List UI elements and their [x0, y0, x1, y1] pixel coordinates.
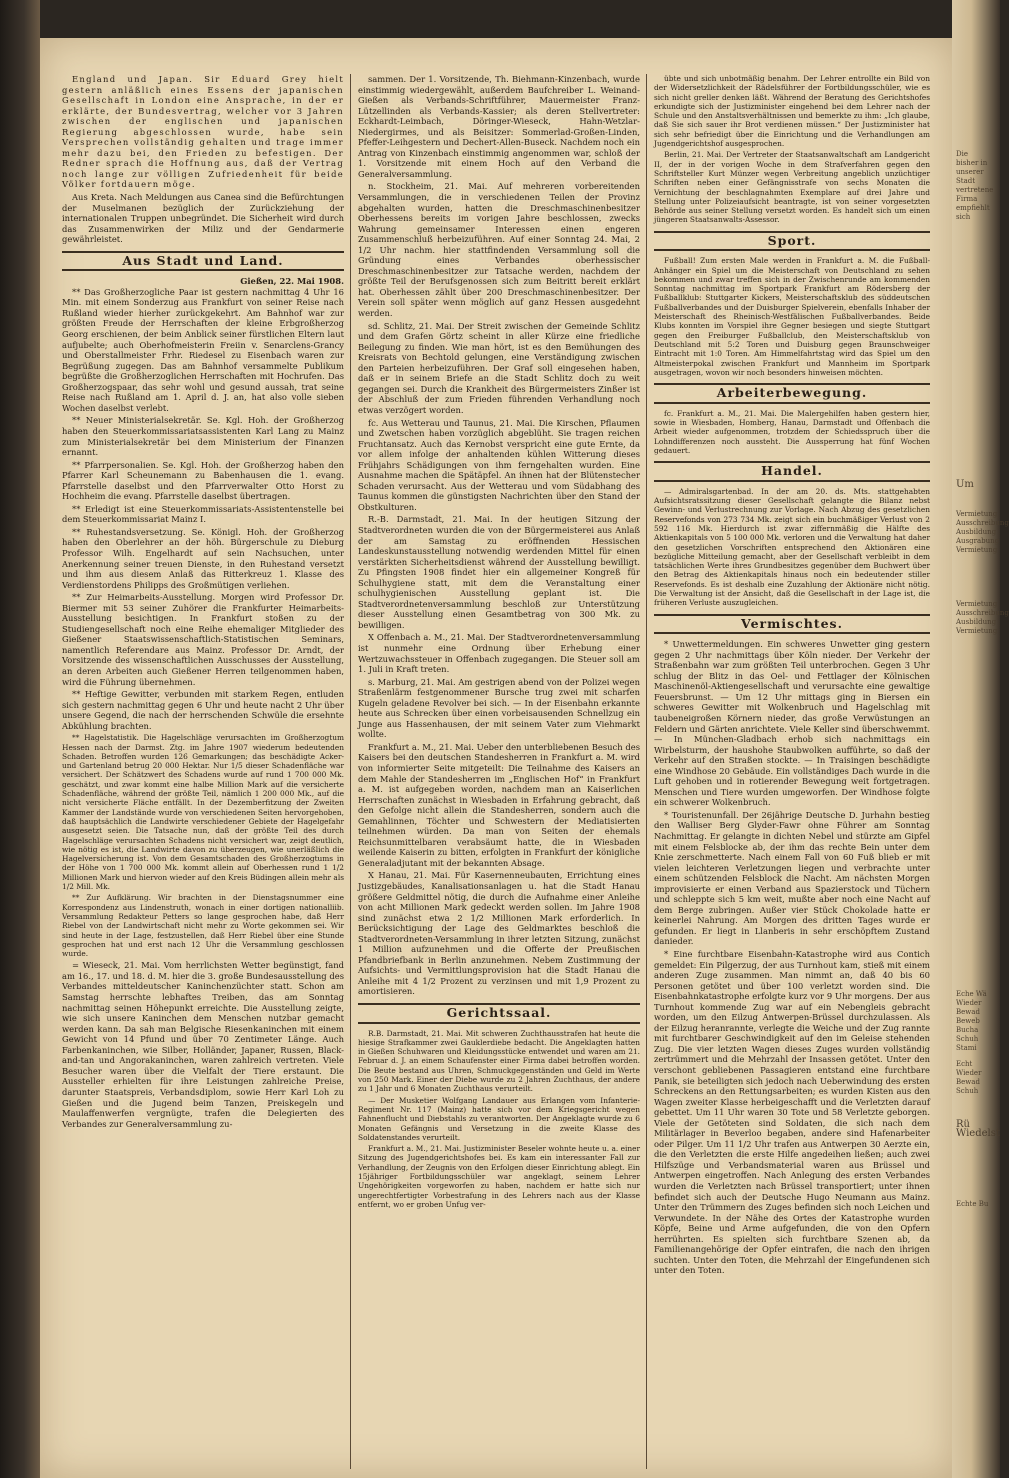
article-court-berlin: Berlin, 21. Mai. Der Vertreter der Staatsanwaltschaft am Landgericht II, der in der vorigen Woche in dem Strafverfahren gegen den Schriftsteller Kurt Münzer wegen Verbreitung angeblich unzüchtiger Schriften neben einer Gefängnisstrafe von sechs Monaten die Vernichtung der beschlagnahmten Exemplare auf drei Jahre und Stellung unter Polizeiaufsicht beantragte, ist von seiner vorgesetzten Behörde aus seiner Stellung versetzt worden. Es handelt sich um einen jüngeren Staatsanwalts-Assessor.	[654, 150, 930, 225]
article-court-continued: übte und sich unbotmäßig benahm. Der Lehrer entrollte ein Bild von der Widersetzlichkeit der Rädelsführer der Fortbildungsschüler, wie es sich nicht greller denken läßt. Während der Beratung des Gerichtshofes erkundigte sich der Justizminister eingehend bei dem Lehrer nach der Schule und den Anstaltsverhältnissen und bemerkte zu ihm: „Ich glaube, daß Sie sich sauer ihr Brot verdienen müssen.“ Der Justizminister hat sich sehr befriedigt über die Einrichtung und die Verhandlungen am Jugendgerichtshof ausgesprochen.	[654, 74, 930, 149]
edge-text-f: Echt Wieder Bewad Schuh	[956, 1060, 982, 1095]
article-tourist-accident: * Touristenunfall. Der 26jährige Deutsche D. Jurhahn bestieg den Walliser Berg Glyder-Fawr ohne Führer am Sonntag Nachmittag. Er gelangte in dichten Nebel und stürzte am Gipfel mit einem Felsblocke ab, der ihm das rechte Bein unter dem Knie zerschmetterte. Nach einem Fall von 60 Fuß blieb er mit vielen leichteren Verletzungen liegen und verbrachte unter einem schützenden Felsblock die Nacht. Am nächsten Morgen improvisierte er einen Verband aus Spazierstock und Tüchern und schleppte sich 5 km weit, mußte aber noch eine Nacht auf dem Berge zubringen. Außer vier Stück Chokolade hatte er keinerlei Nahrung. Am Morgen des dritten Tages wurde er gefunden. Er liegt in Llanberis in sehr erschöpftem Zustand danieder.	[654, 809, 930, 947]
article-offenbach: X Offenbach a. M., 21. Mai. Der Stadtverordnetenversammlung ist nunmehr eine Ordnung über Erhebung einer Wertzuwachssteuer in Offenbach zugegangen. Die Steuer soll am 1. Juli in Kraft treten.	[358, 632, 640, 675]
article-pastor-personalia: ** Pfarrpersonalien. Se. Kgl. Hoh. der Großherzog haben den Pfarrer Karl Scheunemann zu Babenhausen die 1. evang. Pfarrstelle daselbst und den Pfarrverwalter Otto Horst zu Hochheim die evang. Pfarrstelle daselbst übertragen.	[62, 459, 344, 502]
next-page-edge	[952, 0, 1009, 1478]
book-binding	[0, 0, 40, 1478]
edge-text-b: Um	[956, 479, 974, 490]
edge-text-a: Die bisher in unserer Stadt vertretene Firma empfiehlt sich	[956, 150, 994, 221]
article-wetterau: fc. Aus Wetterau und Taunus, 21. Mai. Die Kirschen, Pflaumen und Zwetschen haben vorzüglich abgeblüht. Sie tragen reichen Fruchtansatz. Auch das Kernobst verspricht eine gute Ernte, da vor allem infolge der anhaltenden kühlen Witterung dieses Frühjahrs Schädigungen von ihm ferngehalten wurden. Eine Ausnahme machen die Spätäpfel. An ihnen hat der Blütenstecher Schaden verursacht. Aus der Wetterau und vom Südabhang des Taunus kommen die günstigsten Nachrichten über den Stand der Obstkulturen.	[358, 417, 640, 512]
section-heading-local: Aus Stadt und Land.	[62, 251, 344, 272]
article-grand-ducal-couple: ** Das Großherzogliche Paar ist gestern nachmittag 4 Uhr 16 Min. mit einem Sonderzug aus Frankfurt von seiner Reise nach Rußland wieder hierher zurückgekehrt. Am Bahnhof war zur größten Freude der Herrschaften der kleine Erbgroßherzog Georg erschienen, der beim Anblick seiner fürstlichen Eltern laut aufjubelte; auch Oberhofmeisterin Freiin v. Senarclens-Grancy und Oberstallmeister Frhr. Riedesel zu Eisenbach waren zur Begrüßung zugegen. Das am Bahnhof versammelte Publikum begrüßte die Großherzoglichen Herrschaften mit Hochrufen. Das Großherzogspaar, das sehr wohl und gesund aussah, trat seine Reise nach Rußland am 1. April d. J. an, hat also volle sieben Wochen daselbst verlebt.	[62, 286, 344, 413]
column-rule-1	[350, 74, 351, 1469]
article-association-meeting: sammen. Der 1. Vorsitzende, Th. Biehmann-Kinzenbach, wurde einstimmig wiedergewählt, außerdem Baufchreiber L. Weinand-Gießen als Verbands-Schriftführer, Mauermeister Franz-Lützellinden als Verbands-Kassier; als deren Stellvertreter: Eckhardt-Leimbach, Döringer-Wieseck, Hahn-Wetzlar-Niedergirmes, und als Beisitzer: Sommerlad-Großen-Linden, Pfeffer-Leihgestern und Dechert-Allen-Buseck. Nachdem noch ein Antrag von Kinzenbach einstimmig angenommen war, schloß der 1. Vorsitzende mit einem Hoch auf den Verband die Generalversammlung.	[358, 74, 640, 179]
article-darmstadt: R.-B. Darmstadt, 21. Mai. In der heutigen Sitzung der Stadtverordneten wurden die von der Bürgermeisterei aus Anlaß der am Samstag zu eröffnenden Hessischen Landeskunstausstellung notwendig werdenden Mittel für einen verstärkten Sicherheitsdienst während der Ausstellung bewilligt. Zu Pfingsten 1908 findet hier ein allgemeiner Kongreß für Schulhygiene statt, mit dem die Veranstaltung einer schulhygienischen Ausstellung geplant ist. Die Stadtverordnetenversammlung beschloß zur Unterstützung dieser Ausstellung einen Gesamtbetrag von 300 Mk. zu bewilligen.	[358, 514, 640, 630]
column-1	[62, 74, 344, 1469]
article-admiralsgartenbad: — Admiralsgartenbad. In der am 20. ds. Mts. stattgehabten Aufsichtsratssitzung dieser Gesellschaft gelangte die Bilanz nebst Gewinn- und Verlustrechnung zur Vorlage. Nach Abzug des gesetzlichen Reservefonds von 273 734 Mk. zeigt sich ein buchmäßiger Verlust von 2 592 116 Mk. Hierdurch ist zwar ziffernmäßig die Hälfte des Aktienkapitals von 5 100 000 Mk. verloren und die Verwaltung hat daher den gesetzlichen Vorschriften entsprechend den Aktionären eine bezügliche Mitteilung gemacht, aber der Gesellschaft verbleibt in dem tatsächlichen Werte ihres Grundbesitzes gegenüber dem Buchwert über den Betrag des Aktienkapitals hinaus noch ein bedeutender stiller Reservefonds. Es ist deshalb eine Zuzahlung der Aktionäre nicht nötig. Die Verwaltung ist der Ansicht, daß die Gesellschaft in der Lage ist, die früheren Verluste auszugleichen.	[654, 486, 930, 608]
edge-text-g: Rü Wiedelst	[956, 1119, 1000, 1139]
article-storms: * Unwettermeldungen. Ein schweres Unwetter ging gestern gegen 2 Uhr nachmittags über Köln nieder. Der Verkehr der Straßenbahn war zum größten Teil unterbrochen. Gegen 3 Uhr schlug der Blitz in das Oel- und Fettlager der Kölnischen Maschinenöl-Aktiengesellschaft und verursachte eine gewaltige Feuersbrunst. — Um 12 Uhr mittags ging in Biersen ein schweres Gewitter mit Wolkenbruch und Hagelschlag mit taubeneigroßen Körnern nieder, das große Verwüstungen an Feldern und Gärten anrichtete. Viele Keller sind überschwemmt. — In München-Gladbach erhob sich nachmittags ein Wirbelsturm, der haushohe Staubwolken aufführte, so daß der Verkehr auf den Straßen stockte. — In Traisingen beschädigte eine Windhose 20 Gebäude. Ein vollständiges Dach wurde in die Luft gehoben und in rotierender Bewegung weit fortgetragen. Menschen und Tiere wurden umgeworfen. Der Windhose folgte ein schwerer Wolkenbruch.	[654, 639, 930, 808]
article-schlitz: sd. Schlitz, 21. Mai. Der Streit zwischen der Gemeinde Schlitz und dem Grafen Görtz scheint in aller Kürze eine friedliche Beilegung zu finden. Wie man hört, ist es den Bemühungen des Kreisrats von Bechtold gelungen, eine Verständigung zwischen den Parteien herbeizuführen. Der Graf soll eingesehen haben, daß er in seinem Briefe an die Stadt Schlitz doch zu weit gegangen sei. Durch die Krankheit des Bürgermeisters Zinßer ist der Abschluß der zum Frieden führenden Verhandlung noch etwas verzögert worden.	[358, 320, 640, 415]
article-wieseck-rabbits: = Wieseck, 21. Mai. Vom herrlichsten Wetter begünstigt, fand am 16., 17. und 18. d. M. hier die 3. große Bundesausstellung des Verbandes mitteldeutscher Kaninchenzüchter statt. Schon am Samstag herrschte lebhaftes Treiben, das am Sonntag nachmittag seinen Höhepunkt erreichte. Die Ausstellung zeigte, wie sich unsere Kaninchen dem Menschen nutzbar gemacht werden kann. Da sah man Belgische Riesenkaninchen mit einem Gewicht von 14 Pfund und über 70 Zentimeter Länge. Auch Farbenkaninchen, wie Silber, Holländer, Japaner, Russen, Black-and-tan und Angorakaninchen, waren zahlreich vertreten. Viele Besucher waren über die Vielfalt der Tiere erstaunt. Die Aussteller erhielten für ihre Leistungen zahlreiche Preise, darunter Staatspreis, Verbandsdiplom, sowie Herr Karl Loh zu Gießen und die Jugend beim Tanzen, Preiskegeln und Maulaffenwerfen vergnügte, trafen die Delegierten des Verbandes zur Generalversammlung zu-	[62, 960, 344, 1129]
newspaper-page	[40, 38, 952, 1478]
article-thunderstorms: ** Heftige Gewitter, verbunden mit starkem Regen, entluden sich gestern nachmittag gegen 6 Uhr und heute nacht 2 Uhr über unsere Gegend, die nach der herrschenden Schwüle die ersehnte Abkühlung brachten.	[62, 689, 344, 731]
edge-text-h: Echte Bu	[956, 1200, 989, 1208]
article-court-darmstadt: R.B. Darmstadt, 21. Mai. Mit schweren Zuchthausstrafen hat heute die hiesige Strafkammer zwei Gauklerdiebe bedacht. Die Angeklagten hatten in Gießen Schuhwaren und Kleidungsstücke entwendet und waren am 21. Februar d. J. an einem Schaufenster einer Firma dabei betroffen worden. Die Beute bestand aus Uhren, Schmuckgegenständen und Geld im Werte von 250 Mark. Einer der Diebe wurde zu 2 Jahren Zuchthaus, der andere zu 1 Jahr und 6 Monaten Zuchthaus verurteilt.	[358, 1028, 640, 1094]
column-rule-2	[646, 74, 647, 1469]
article-painters: fc. Frankfurt a. M., 21. Mai. Die Malergehilfen haben gestern hier, sowie in Wiesbaden, Homberg, Hanau, Darmstadt und Offenbach die Arbeit wieder aufgenommen, trotzdem der Schiedsspruch über die Lohndifferenzen noch aussteht. Die Aussperrung hat fünf Wochen gedauert.	[654, 408, 930, 455]
article-ministerial-secretary: ** Neuer Ministerialsekretär. Se. Kgl. Hoh. der Großherzog haben den Steuerkommissariatsassistenten Karl Lang zu Mainz zum Ministerialsekretär bei dem Ministerium der Finanzen ernannt.	[62, 415, 344, 458]
column-2	[358, 74, 640, 1469]
article-football: Fußball! Zum ersten Male werden in Frankfurt a. M. die Fußball-Anhänger ein Spiel um die Meisterschaft von Deutschland zu sehen bekommen und zwar treffen sich in der Zwischenrunde am kommenden Sonntag nachmittag im Sportpark Frankfurt am Rödersberg der Fußballklub: Stuttgarter Kickers, Meisterschaftsklub des süddeutschen Fußballverbandes und der Duisburger Spielverein, ebenfalls Inhaber der Meisterschaft des Rheinisch-Westfälischen Fußballverbandes. Beide Klubs konnten im Vorspiel ihre Gegner besiegen und siegte Stuttgart gegen den Freiburger Fußballclub, den Meisterschaftsklub von Deutschland mit 5:2 Toren und Duisburg gegen Braunschweiger Eintracht mit 1:0 Toren. Am Himmelfahrtstag wird das Spiel um den Altmeisterpokal zwischen Frankfurt und Mannheim im Sportpark ausgetragen, wovon wir noch besonders hinweisen möchten.	[654, 256, 930, 377]
article-clarification: ** Zur Aufklärung. Wir brachten in der Dienstagsnummer eine Korrespondenz aus Lindenstruth, wonach in einer dortigen nationalliib. Versammlung Redakteur Petters so lange gesprochen habe, daß Herr Riebel von der Landwirtschaft nicht mehr zu Worte gekommen sei. Wir sind heute in der Lage, festzustellen, daß Herr Riebel über eine Stunde gesprochen hat und erst nach 12 Uhr die Versammlung geschlossen wurde.	[62, 893, 344, 959]
article-hail-statistics: ** Hagelstatistik. Die Hagelschläge verursachten im Großherzogtum Hessen nach der Darmst. Ztg. im Jahre 1907 wiederum bedeutenden Schaden. Betroffen wurden 126 Gemarkungen; das beschädigte Acker- und Gartenland betrug 20 000 Hektar. Nur 1/5 dieser Schadenfläche war versichert. Der Schätzwert des Schadens wurde auf rund 1 700 000 Mk. geschätzt, und zwar kommt eine halbe Million Mark auf die versicherte Schadenfläche, während der größte Teil, nämlich 1 200 000 Mk., auf die nicht versicherte Fläche entfällt. In der Dezemberfitzung der Zweiten Kammer der Landstände wurde von verschiedenen Seiten hervorgehoben, daß hauptsächlich die Landwirte verschiedener Gebiete der Hagelgefahr ausgesetzt seien. Die Tatsache nun, daß der größte Teil des durch Hagelschläge verursachten Schadens nicht versichert war, zeigt deutlich, wie nötig es ist, die Landwirte davon zu überzeugen, wie unerläßlich die Hagelversicherung ist. Von dem Gesamtschaden des Großherzogtums in der Höhe von 1 700 000 Mk. kommt allein auf Oberhessen rund 1 1/2 Millionen Mark und hiervon wieder auf den Kreis Büdingen allein mehr als 1/2 Mill. Mk.	[62, 733, 344, 892]
article-marburg: s. Marburg, 21. Mai. Am gestrigen abend von der Polizei wegen Straßenlärm festgenommener Bursche trug zwei mit scharfen Kugeln geladene Revolver bei sich. — In der Eisenbahn erkannte heute aus Schrecken über einen vorbeisausenden Schnellzug ein Junge aus Hassenhausen, der mit seinem Vater zum Viehmarkt wollte.	[358, 676, 640, 740]
article-stockheim: n. Stockheim, 21. Mai. Auf mehreren vorbereitenden Versammlungen, die in verschiedenen Teilen der Provinz abgehalten wurden, hatten die Dreschmaschinenbesitzer Oberhessens bereits im vorigen Jahre beschlossen, zwecks Wahrung gemeinsamer Interessen einen engeren Zusammenschluß herbeizuführen. Auf einer Sonntag 24. Mai, 2 1/2 Uhr nachm. hier stattfindenden Versammlung soll die Gründung eines Verbandes oberhessischer Dreschmaschinenbesitzer zur Tatsache werden, nachdem der größte Teil der Berufsgenossen sich zum Beitritt bereit erklärt hat. Oberhessen zählt über 200 Dreschmaschinenbesitzer. Der Verein soll später wenn möglich auf ganz Hessen ausgedehnt werden.	[358, 181, 640, 319]
section-heading-labor: Arbeiterbewegung.	[654, 383, 930, 404]
article-court-frankfurt: Frankfurt a. M., 21. Mai. Justizminister Beseler wohnte heute u. a. einer Sitzung des Jugendgerichtshofes bei. Es kam ein interessanter Fall zur Verhandlung, der Zeugnis von den Erfolgen dieser Einrichtung ablegt. Ein 15jähriger Fortbildungsschüler war angeklagt, seinem Lehrer Ungehörigkeiten vorgeworfen zu haben, nachdem er hatte sich nur ungerechtfertigter Vorbestrafung in des Lehrers nach aus der Klasse entfernt, wo er groben Unfug ver-	[358, 1144, 640, 1209]
article-vacancy: ** Erledigt ist eine Steuerkommissariats-Assistentenstelle bei dem Steuerkommissariat Mainz I.	[62, 503, 344, 525]
edge-text-c: Vermietung Ausschreibung Ausbildung Ausgrabung Vermietung	[956, 510, 1009, 554]
column-3	[654, 74, 930, 1469]
article-frankfurt-kaiser: Frankfurt a. M., 21. Mai. Ueber den unterbliebenen Besuch des Kaisers bei den deutschen Standesherren in Frankfurt a. M. wird von informierter Seite mitgeteilt: Die Teilnahme des Kaisers an dem Mahle der Standesherren im „Englischen Hof“ in Frankfurt a. M. ist aufgegeben worden, nachdem man an Kaiserlichen Herrschaften zunächst in Wiesbaden in Erfahrung gebracht, daß den Gefolge nicht allein die Standesherren, sondern auch die Gemahlinnen, Töchter und Schwestern der Mediatisierten teilnehmen würden. Da man von Seiten der ehemals Reichsunmittelbaren verabsäumt hatte, die in Wiesbaden weilende Kaiserin zu bitten, erfolgten in Frankfurt der königliche Generaladjutant mit der bekannten Absage.	[358, 741, 640, 868]
section-heading-trade: Handel.	[654, 461, 930, 482]
edge-text-d: Vermietung Ausschreibung Ausbildung Vermietung	[956, 600, 1009, 635]
article-england-japan: England und Japan. Sir Eduard Grey hielt gestern anläßlich eines Essens der japanischen Gesellschaft in London eine Ansprache, in der er erklärte, der Bundesvertrag, welcher vor 3 Jahren zwischen der englischen und japanischen Regierung abgeschlossen wurde, habe sein Versprechen vollständig gehalten und trage immer mehr dazu bei, den Frieden zu befestigen. Der Redner sprach die Hoffnung aus, daß der Vertrag noch lange zur völligen Zufriedenheit für beide Völker fortdauern möge.	[62, 74, 344, 190]
article-hanau: X Hanau, 21. Mai. Für Kasernenneubauten, Errichtung eines Justizgebäudes, Kanalisationsanlagen u. hat die Stadt Hanau größere Geldmittel nötig, die durch die Aufnahme einer Anleihe von acht Millionen Mark gedeckt werden sollen. Im Jahre 1908 sind zunächst etwa 2 1/2 Millionen Mark erforderlich. In Berücksichtigung der Lage des Geldmarktes beschloß die Stadtverordneten-Versammlung in ihrer letzten Sitzung, zunächst 1 Million aufzunehmen und die Offerte der Preußischen Pfandbriefbank in Berlin anzunehmen. Nebem Zustimmung der Aufsichts- und Vermittlungsprovision hat die Stadt Hanau die Anleihe mit 4 1/2 Prozent zu verzinsen und mit 1,9 Prozent zu amortisieren.	[358, 870, 640, 997]
article-retirement: ** Ruhestandsversetzung. Se. Königl. Hoh. der Großherzog haben den Oberlehrer an der höh. Bürgerschule zu Dieburg Professor Wilh. Engelhardt auf sein Nachsuchen, unter Anerkennung seiner treuen Dienste, in den Ruhestand versetzt und ihm aus diesem Anlaß das Ritterkreuz 1. Klasse des Verdienstordens Philipps des Großmütigen verliehen.	[62, 526, 344, 590]
article-court-musketier: — Der Musketier Wolfgang Landauer aus Erlangen vom Infanterie-Regiment Nr. 117 (Mainz) hatte sich vor dem Kriegsgericht wegen Fahnenflucht und Diebstahls zu verantworten. Der Angeklagte wurde zu 6 Monaten Gefängnis und Versetzung in die zweite Klasse des Soldatenstandes verurteilt.	[358, 1095, 640, 1142]
section-heading-sport: Sport.	[654, 231, 930, 252]
article-homework-exhibition: ** Zur Heimarbeits-Ausstellung. Morgen wird Professor Dr. Biermer mit 53 seiner Zuhörer die Frankfurter Heimarbeits-Ausstellung besichtigen. In Frankfurt stoßen zu der Studiengesellschaft noch eine Reihe ehemaliger Mitglieder des Gießener Staatswissenschaftlich-Statistischen Seminars, namentlich Referendare aus Mainz. Professor Dr. Arndt, der Vorsitzende des wissenschaftlichen Ausschusses der Ausstellung, an deren Arbeiten auch Gießener Herren teilgenommen haben, wird die Führung übernehmen.	[62, 592, 344, 687]
section-heading-misc: Vermischtes.	[654, 614, 930, 635]
article-kreta: Aus Kreta. Nach Meldungen aus Canea sind die Befürchtungen der Muselmanen bezüglich der Zurückziehung der internationalen Truppen unbegründet. Die Sicherheit wird durch das Zusammenwirken der Miliz und der Gendarmerie gewährleistet.	[62, 192, 344, 245]
dateline-giessen: Gießen, 22. Mai 1908.	[240, 276, 344, 287]
edge-text-e: Eche Wä Wieder Bewad Beweb Bucha Schuh Stami	[956, 990, 987, 1052]
section-heading-court: Gerichtssaal.	[358, 1003, 640, 1024]
article-railway-catastrophe: * Eine furchtbare Eisenbahn-Katastrophe wird aus Contich gemeldet: Ein Pilgerzug, der aus Turnhout kam, stieß mit einem anderen Zuge zusammen. Man nimmt an, daß 40 bis 60 Personen getötet und über 100 verletzt worden sind. Die Eisenbahnkatastrophe erfolgte kurz vor 9 Uhr morgens. Der aus Turnhout kommende Zug war auf ein Nebengleis gebracht worden, um den Eilzug Antwerpen-Brüssel durchzulassen. Als der Eilzug heranrannte, verlegte die Weiche und der Zug rannte mit furchtbarer Geschwindigkeit auf den im Geleise stehenden Zug. Die vier letzten Wagen dieses Zuges wurden vollständig zertrümmert und die Mehrzahl der Insassen getötet. Unter den verschont gebliebenen Passagieren entstand eine furchtbare Panik, sie beteiligten sich jedoch nach Ueberwindung des ersten Schreckens an den Rettungsarbeiten; es wurden Kisten aus den Wagen zweiter Klasse herbeigeschafft und die Verletzten darauf gebettet. Um 11 Uhr waren 30 Tote und 58 Verletzte geborgen. Viele der Getöteten sind Soldaten, die sich nach dem Militärlager in Beverloo begaben, andere sind Hafenarbeiter oder Pilger. Um 11 1/2 Uhr trafen aus Antwerpen 30 Aerzte ein, die den Verletzten die erste Hilfe angedeihen ließen; auch zwei Hilfszüge und Verbandsmaterial waren aus Brüssel und Antwerpen eingetroffen. Nach Anlegung des ersten Verbandes wurden die Verletzten nach Brüssel transportiert; unter ihnen befindet sich auch der Deutsche Hugo Neumann aus Mainz. Unter den Trümmern des Zuges befinden sich noch Leichen und Verwundete. In der Nähe des Ortes der Katastrophe wurden Köpfe, Beine und Arme aufgefunden, die von den Opfern herrührten. Es spielten sich furchtbare Szenen ab, da Familienangehörige der Opfer eintrafen, die nach den ihrigen suchten. Unter den Toten, die Mehrzahl der Eingefundenen sich unter den Toten.	[654, 949, 930, 1276]
